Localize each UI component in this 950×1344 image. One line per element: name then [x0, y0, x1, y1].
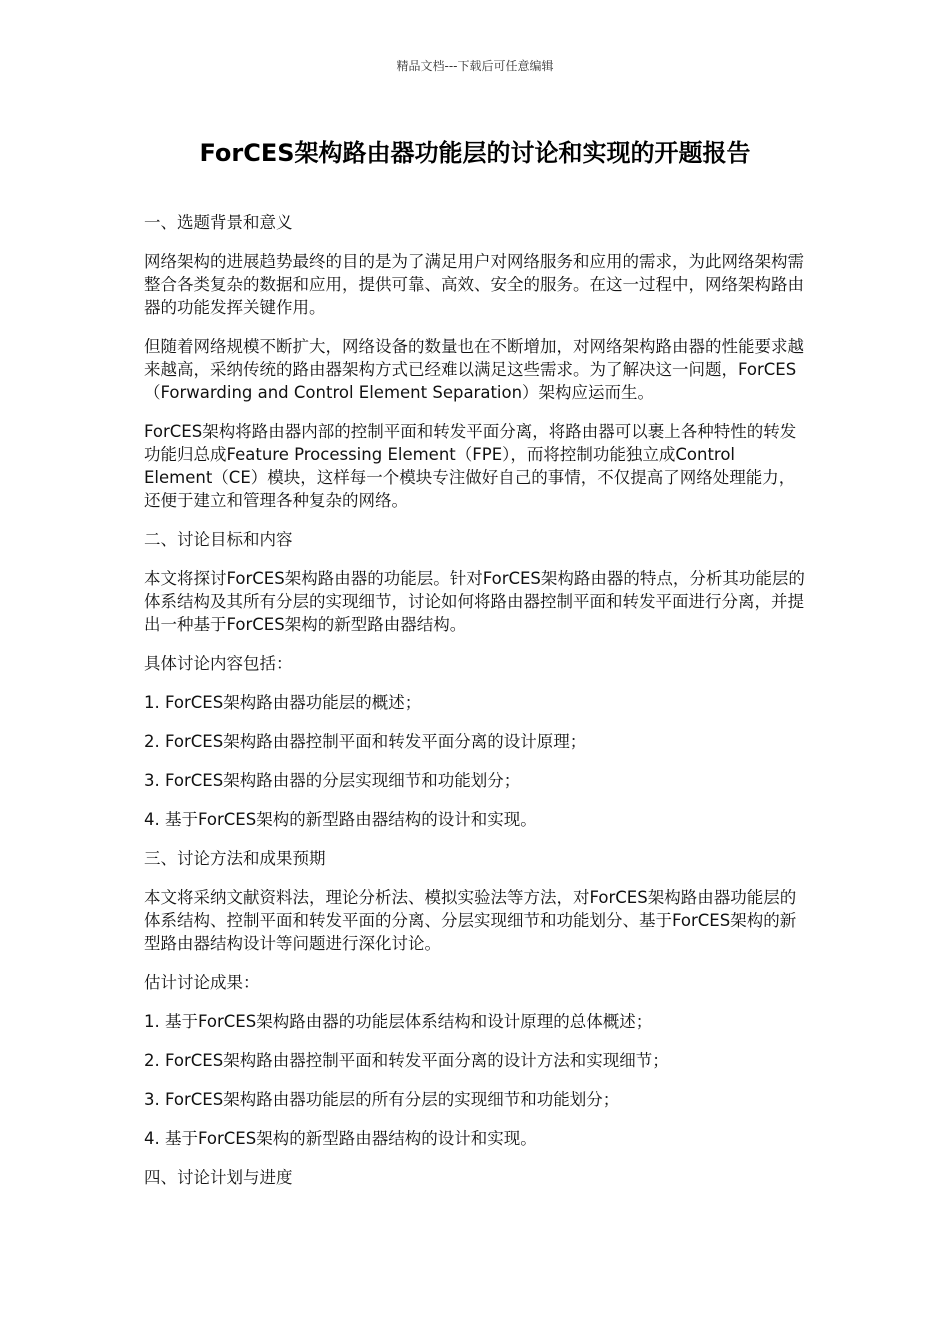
- list-item: 1. 基于ForCES架构路由器的功能层体系结构和设计原理的总体概述；: [144, 1012, 653, 1031]
- paragraph: 本文将采纳文献资料法，理论分析法、模拟实验法等方法，对ForCES架构路由器功能层的体系结构、控制平面和转发平面的分离、分层实现细节和功能划分、基于ForCES架构的新型路由器结构设计等问题进行深化讨论。: [144, 888, 797, 953]
- paragraph: 具体讨论内容包括：: [144, 654, 293, 673]
- list-item: 4. 基于ForCES架构的新型路由器结构的设计和实现。: [144, 1129, 537, 1148]
- list-item: 4. 基于ForCES架构的新型路由器结构的设计和实现。: [144, 810, 537, 829]
- document-title: ForCES架构路由器功能层的讨论和实现的开题报告: [199, 139, 751, 167]
- header-note: 精品文档---下载后可任意编辑: [396, 59, 554, 73]
- section-heading-goals: 二、讨论目标和内容: [144, 530, 293, 549]
- list-item: 3. ForCES架构路由器功能层的所有分层的实现细节和功能划分；: [144, 1090, 620, 1109]
- section-heading-background: 一、选题背景和意义: [144, 213, 293, 232]
- paragraph: 本文将探讨ForCES架构路由器的功能层。针对ForCES架构路由器的特点，分析其功能层的体系结构及其所有分层的实现细节，讨论如何将路由器控制平面和转发平面进行分离，并提出一种基于ForCES架构的新型路由器结构。: [144, 569, 805, 634]
- paragraph: ForCES架构将路由器内部的控制平面和转发平面分离，将路由器可以裹上各种特性的转发功能归总成Feature Processing Element（FPE），而将控制功能独立成Control Element（CE）模块，这样每一个模块专注做好自己的事情，不仅提高了网络处理能力，还便于建立和管理各种复杂的网络。: [144, 422, 797, 510]
- list-item: 3. ForCES架构路由器的分层实现细节和功能划分；: [144, 771, 521, 790]
- list-item: 1. ForCES架构路由器功能层的概述；: [144, 693, 422, 712]
- list-item: 2. ForCES架构路由器控制平面和转发平面分离的设计原理；: [144, 732, 587, 751]
- paragraph: 估计讨论成果：: [144, 973, 260, 992]
- list-item: 2. ForCES架构路由器控制平面和转发平面分离的设计方法和实现细节；: [144, 1051, 669, 1070]
- section-heading-methods: 三、讨论方法和成果预期: [144, 849, 326, 868]
- paragraph: 网络架构的进展趋势最终的目的是为了满足用户对网络服务和应用的需求，为此网络架构需整合各类复杂的数据和应用，提供可靠、高效、安全的服务。在这一过程中，网络架构路由器的功能发挥关键作用。: [144, 252, 804, 317]
- document-body: [144, 211, 808, 1205]
- section-heading-plan: 四、讨论计划与进度: [144, 1168, 293, 1187]
- paragraph: 但随着网络规模不断扩大，网络设备的数量也在不断增加，对网络架构路由器的性能要求越来越高，采纳传统的路由器架构方式已经难以满足这些需求。为了解决这一问题，ForCES（Forwarding and Control Element Separation）架构应运而生。: [144, 337, 804, 402]
